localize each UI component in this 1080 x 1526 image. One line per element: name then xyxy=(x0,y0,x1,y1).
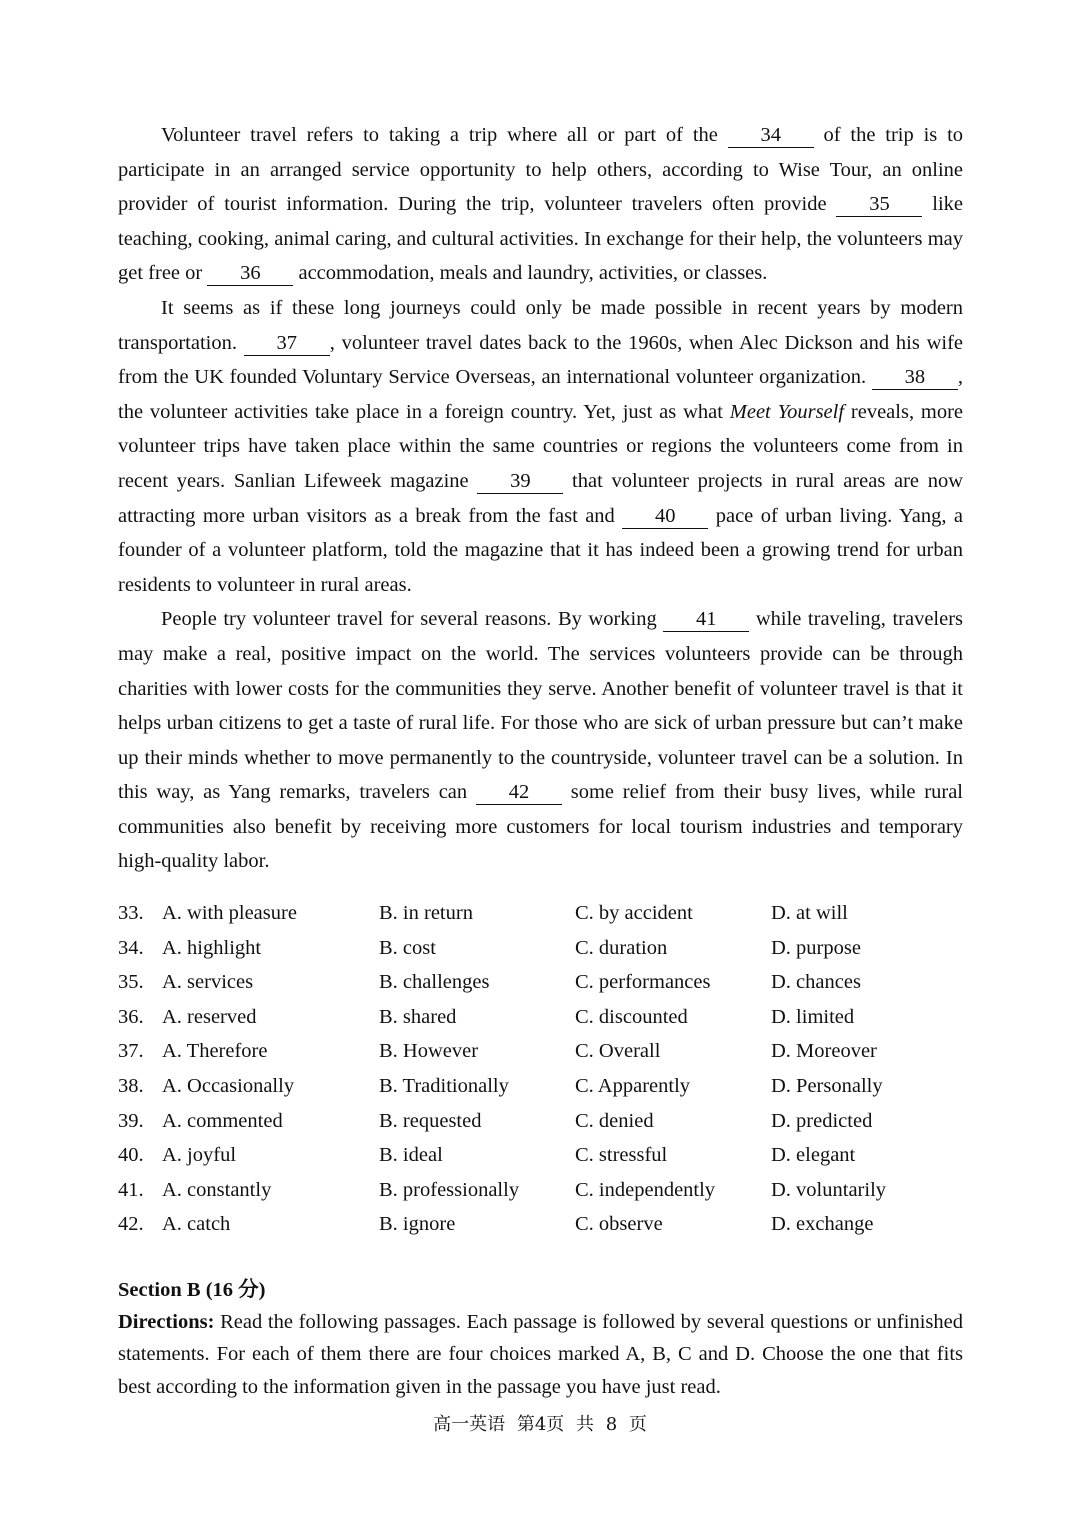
option-a: A. constantly xyxy=(162,1178,272,1201)
book-title: Meet Yourself xyxy=(729,400,845,423)
blank-39: 39 xyxy=(477,469,563,494)
directions-label: Directions: xyxy=(118,1311,215,1334)
question-number: 34. xyxy=(118,936,144,959)
answer-choices xyxy=(118,896,963,1242)
blank-36: 36 xyxy=(207,261,293,286)
text-segment: accommodation, meals and laundry, activities, or classes. xyxy=(298,262,768,285)
option-a: A. catch xyxy=(162,1213,231,1236)
choice-row xyxy=(118,1173,963,1208)
option-d: D. exchange xyxy=(771,1213,874,1236)
choice-row xyxy=(118,1104,963,1139)
text-segment: , the volunteer activities take place in a foreign country. Yet, just as what xyxy=(118,366,963,423)
option-d: D. Personally xyxy=(771,1074,883,1097)
blank-40: 40 xyxy=(622,504,708,529)
option-c: C. discounted xyxy=(575,1005,688,1028)
question-number: 38. xyxy=(118,1074,144,1097)
blank-37: 37 xyxy=(244,331,330,356)
option-b: B. cost xyxy=(379,936,436,959)
option-c: C. denied xyxy=(575,1109,654,1132)
option-d: D. at will xyxy=(771,902,848,924)
option-b: B. challenges xyxy=(379,971,490,994)
option-c: C. performances xyxy=(575,971,711,994)
text-segment: Volunteer travel refers to taking a trip where all or part of the xyxy=(161,124,718,146)
option-d: D. predicted xyxy=(771,1109,873,1132)
choice-row xyxy=(118,1069,963,1104)
paragraph-3 xyxy=(118,602,963,879)
option-a: A. Occasionally xyxy=(162,1074,295,1097)
question-number: 39. xyxy=(118,1109,144,1132)
page-footer: 高一英语 第4页 共 8 页 xyxy=(433,1414,647,1435)
option-b: B. professionally xyxy=(379,1178,520,1201)
option-c: C. Apparently xyxy=(575,1074,691,1097)
blank-42: 42 xyxy=(476,780,562,805)
directions-text: Read the following passages. Each passage is followed by several questions or unfinished statements. For each of them there are four choices marked A, B, C and D. Choose the one that fits best according to the information given in the passage you have just read. xyxy=(118,1311,964,1398)
option-a: A. joyful xyxy=(162,1144,237,1167)
option-d: D. purpose xyxy=(771,936,861,959)
option-c: C. duration xyxy=(575,936,668,959)
choice-row xyxy=(118,1207,963,1242)
blank-38: 38 xyxy=(872,365,958,390)
question-number: 37. xyxy=(118,1040,144,1063)
choice-row xyxy=(118,1034,963,1069)
text-segment: while traveling, travelers may make a real, positive impact on the world. The services volunteers provide can be through charities with lower costs for the communities they serve. Another benefit of volunteer travel is that it helps urban citizens to get a taste of rural life. For those who are sick of urban pressure but can’t make up their minds whether to move permanently to the countryside, volunteer travel can be a solution. In this way, as Yang remarks, travelers can xyxy=(118,608,964,804)
question-number: 40. xyxy=(118,1144,144,1167)
option-b: B. in return xyxy=(379,902,473,924)
text-segment: pace of urban living. Yang, a founder of a volunteer platform, told the magazine that it has indeed been a growing trend for urban residents to volunteer in rural areas. xyxy=(118,504,964,596)
option-a: A. commented xyxy=(162,1109,283,1132)
section-title: Section B (16 分) xyxy=(118,1279,266,1301)
cloze-passage xyxy=(118,118,963,879)
option-b: B. requested xyxy=(379,1109,482,1132)
question-number: 35. xyxy=(118,971,144,994)
text-segment: It seems as if these long journeys could only be made possible in recent years by modern transportation. xyxy=(118,296,963,354)
blank-41: 41 xyxy=(663,607,749,632)
text-segment: reveals, more volunteer trips have taken place within the same countries or regions the volunteers come from in recent years. Sanlian Lifeweek magazine xyxy=(118,400,964,492)
paragraph-1 xyxy=(118,118,963,291)
text-segment: some relief from their busy lives, while rural communities also benefit by receiving more customers for local tourism industries and temporary high-quality labor. xyxy=(118,781,964,873)
option-b: B. ideal xyxy=(379,1144,443,1167)
choice-row xyxy=(118,1138,963,1173)
text-segment: like teaching, cooking, animal caring, and cultural activities. In exchange for their help, the volunteers may get free or xyxy=(118,193,964,285)
blank-35: 35 xyxy=(836,192,922,217)
section-b xyxy=(118,1274,963,1403)
option-d: D. chances xyxy=(771,971,861,994)
paragraph-2 xyxy=(118,291,963,602)
option-a: A. with pleasure xyxy=(162,902,297,924)
directions xyxy=(118,1306,963,1403)
text-segment: , volunteer travel dates back to the 1960s, when Alec Dickson and his wife from the UK founded Voluntary Service Overseas, an international volunteer organization. xyxy=(118,331,963,389)
option-b: B. However xyxy=(379,1040,479,1063)
option-a: A. highlight xyxy=(162,936,262,959)
question-number: 33. xyxy=(118,902,144,924)
option-a: A. reserved xyxy=(162,1005,257,1028)
choice-row xyxy=(118,1000,963,1035)
option-b: B. ignore xyxy=(379,1213,456,1236)
option-c: C. independently xyxy=(575,1178,716,1201)
text-segment: that volunteer projects in rural areas are now attracting more urban visitors as a break from the fast and xyxy=(118,469,964,527)
option-a: A. Therefore xyxy=(162,1040,268,1063)
option-c: C. Overall xyxy=(575,1040,661,1063)
choice-row xyxy=(118,931,963,966)
option-d: D. limited xyxy=(771,1005,855,1028)
option-c: C. observe xyxy=(575,1213,663,1236)
option-c: C. by accident xyxy=(575,902,693,924)
choice-row xyxy=(118,896,963,931)
choice-row xyxy=(118,965,963,1000)
question-number: 41. xyxy=(118,1178,144,1201)
blank-34: 34 xyxy=(728,123,814,148)
text-segment: People try volunteer travel for several reasons. By working xyxy=(161,608,657,631)
option-d: D. Moreover xyxy=(771,1040,877,1063)
option-c: C. stressful xyxy=(575,1144,668,1167)
option-d: D. voluntarily xyxy=(771,1178,887,1201)
question-number: 36. xyxy=(118,1005,144,1028)
option-a: A. services xyxy=(162,971,254,994)
option-b: B. shared xyxy=(379,1005,457,1028)
question-number: 42. xyxy=(118,1213,144,1236)
option-b: B. Traditionally xyxy=(379,1074,509,1097)
option-d: D. elegant xyxy=(771,1144,856,1167)
text-segment: of the trip is to participate in an arranged service opportunity to help others, according to Wise Tour, an online provider of tourist information. During the trip, volunteer travelers often provide xyxy=(118,124,964,216)
